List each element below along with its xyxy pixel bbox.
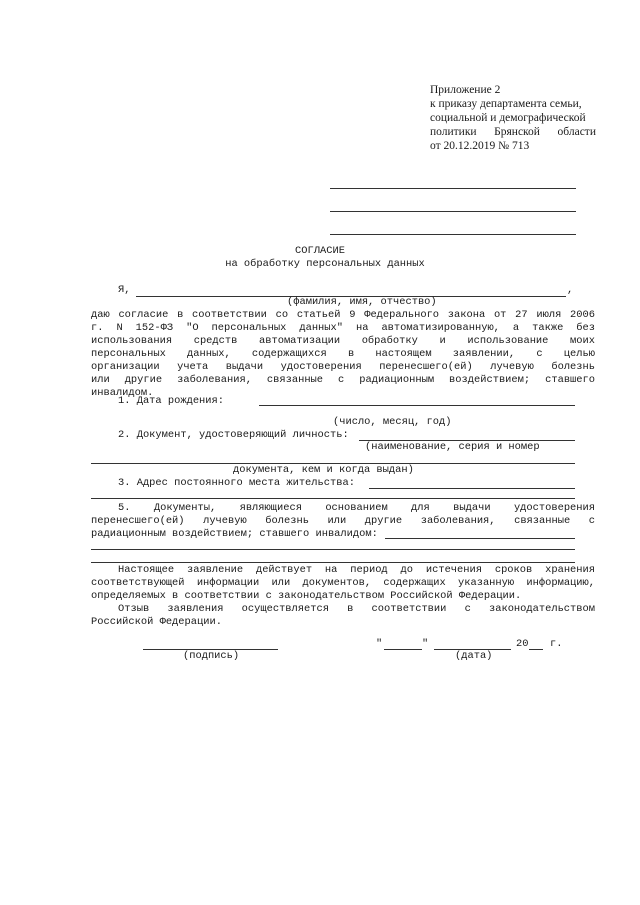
address-field[interactable]	[369, 488, 575, 489]
identity-doc-caption: (наименование, серия и номер	[365, 441, 540, 453]
revocation-line: Отзыв заявления осуществляется в соответствии с законодательством	[118, 603, 595, 615]
birth-date-caption: (число, месяц, год)	[333, 416, 452, 428]
addressee-line[interactable]	[330, 188, 576, 189]
date-year-suffix: г.	[550, 638, 563, 650]
document-title: СОГЛАСИЕ	[295, 245, 345, 257]
comma: ,	[567, 284, 574, 296]
addressee-line[interactable]	[330, 234, 576, 235]
appendix-word: Брянской	[494, 126, 540, 138]
appendix-order-date: от 20.12.2019 № 713	[430, 140, 530, 152]
consent-paragraph	[91, 309, 595, 400]
address-label: 3. Адрес постоянного места жительства:	[118, 477, 355, 489]
consent-line: организации учета выдачи удостоверения перенесшего(ей) лучевую болезнь	[91, 361, 595, 373]
date-caption: (дата)	[455, 650, 493, 662]
appendix-line: к приказу департамента семьи,	[430, 98, 582, 110]
appendix-line: социальной и демографической	[430, 112, 586, 124]
consent-line: инвалидом.	[91, 387, 154, 399]
validity-paragraph	[91, 564, 595, 603]
documents-line: радиационным воздействием; ставшего инвалидом:	[91, 528, 378, 540]
consent-line: даю согласие в соответствии со статьей 9 Федерального закона от 27 июля 2006	[91, 309, 595, 321]
appendix-word: области	[557, 126, 596, 138]
documents-line: перенесшего(ей) лучевую болезнь или другие заболевания, связанные с	[91, 515, 595, 527]
appendix-title: Приложение 2	[430, 84, 501, 96]
identity-doc-label: 2. Документ, удостоверяющий личность:	[118, 429, 349, 441]
addressee-line[interactable]	[330, 211, 576, 212]
consent-line: использования средств автоматизации обработку и использование моих	[91, 335, 595, 347]
consent-line: или другие заболевания, связанные с радиационным воздействием; ставшего	[91, 374, 595, 386]
signature-caption: (подпись)	[183, 650, 240, 662]
address-field[interactable]	[91, 498, 575, 499]
revocation-paragraph	[91, 603, 595, 629]
validity-line: соответствующей информации или документов, содержащих указанную информацию,	[91, 577, 595, 589]
date-year-field[interactable]	[529, 649, 543, 650]
documents-paragraph	[91, 502, 595, 541]
consent-line: персональных данных, содержащихся в настоящем заявлении, с целью	[91, 348, 595, 360]
birth-date-field[interactable]	[259, 405, 575, 406]
fio-caption: (фамилия, имя, отчество)	[287, 296, 437, 308]
birth-date-label: 1. Дата рождения:	[118, 395, 225, 407]
date-quote-close: "	[422, 638, 429, 650]
documents-field[interactable]	[385, 538, 575, 539]
validity-line: определяемых в соответствии с законодательством Российской Федерации.	[91, 590, 522, 602]
revocation-line: Российской Федерации.	[91, 616, 222, 628]
appendix-line	[430, 125, 596, 139]
identity-doc-caption: документа, кем и когда выдан)	[233, 464, 414, 476]
consent-line: г. N 152-ФЗ "О персональных данных" на автоматизированную, а также без	[91, 322, 595, 334]
document-subtitle: на обработку персональных данных	[225, 258, 425, 270]
date-year-prefix: 20	[516, 638, 529, 650]
i-label: Я,	[118, 284, 131, 296]
validity-line: Настоящее заявление действует на период до истечения сроков хранения	[118, 564, 595, 576]
documents-field[interactable]	[91, 562, 575, 563]
documents-line: 5. Документы, являющиеся основанием для выдачи удостоверения	[118, 502, 595, 514]
documents-field[interactable]	[91, 549, 575, 550]
date-quote-open: "	[376, 638, 383, 650]
date-day-field[interactable]	[384, 649, 422, 650]
appendix-word: политики	[430, 126, 477, 138]
